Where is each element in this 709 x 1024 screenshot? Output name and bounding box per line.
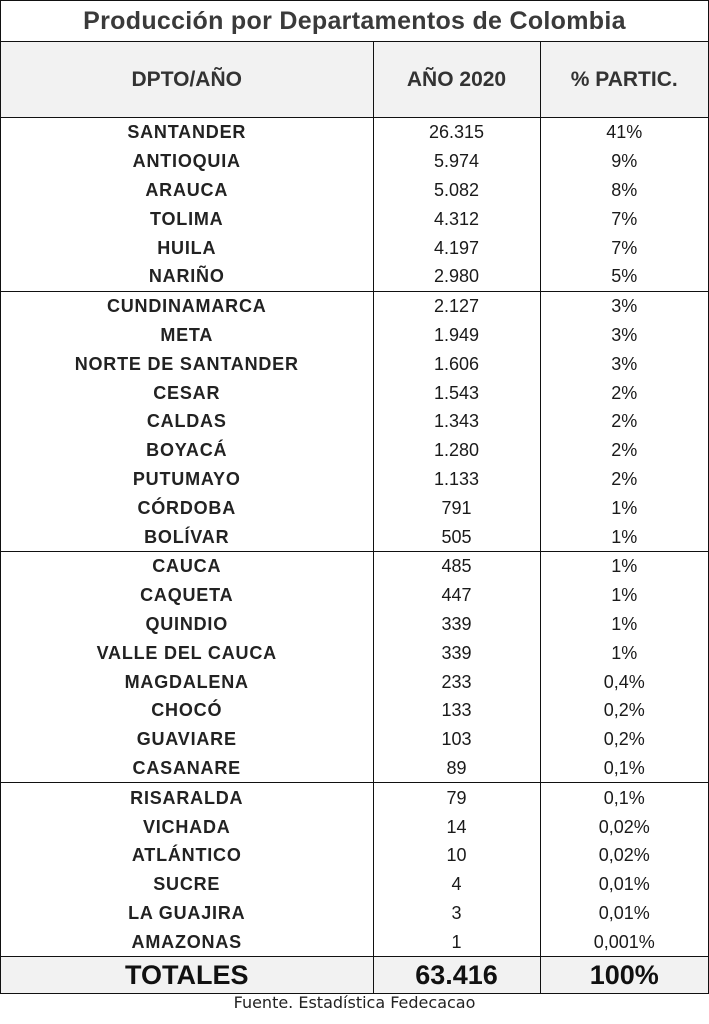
value-cell: 89 bbox=[373, 754, 540, 783]
dept-cell: CÓRDOBA bbox=[137, 497, 237, 518]
share-cell: 0,2% bbox=[540, 696, 708, 725]
dept-cell: ATLÁNTICO bbox=[131, 845, 242, 866]
dept-cell: QUINDIO bbox=[145, 613, 229, 634]
share-cell: 0,2% bbox=[540, 725, 708, 754]
table-row bbox=[1, 899, 708, 928]
totals-label: TOTALES bbox=[124, 959, 249, 990]
dept-cell: VALLE DEL CAUCA bbox=[96, 642, 277, 663]
dept-cell: AMAZONAS bbox=[131, 931, 242, 952]
dept-cell: VICHADA bbox=[142, 816, 231, 837]
table-row bbox=[1, 118, 708, 147]
dept-cell: CHOCÓ bbox=[151, 700, 223, 721]
dept-cell: ARAUCA bbox=[145, 179, 229, 200]
share-cell: 2% bbox=[540, 407, 708, 436]
value-cell: 2.127 bbox=[373, 291, 540, 320]
dept-cell: CALDAS bbox=[146, 411, 227, 432]
value-cell: 1.543 bbox=[373, 378, 540, 407]
dept-cell: CASANARE bbox=[132, 757, 241, 778]
table-row bbox=[1, 812, 708, 841]
value-cell: 2.980 bbox=[373, 262, 540, 291]
value-cell: 505 bbox=[373, 522, 540, 551]
share-cell: 1% bbox=[540, 610, 708, 639]
share-cell: 1% bbox=[540, 522, 708, 551]
share-cell: 2% bbox=[540, 436, 708, 465]
header-year: AÑO 2020 bbox=[373, 42, 540, 118]
value-cell: 1.343 bbox=[373, 407, 540, 436]
table-row bbox=[1, 493, 708, 522]
table-row bbox=[1, 725, 708, 754]
table-row bbox=[1, 465, 708, 494]
dept-cell: CESAR bbox=[153, 382, 221, 403]
dept-cell: BOYACÁ bbox=[146, 440, 228, 461]
value-cell: 5.082 bbox=[373, 176, 540, 205]
value-cell: 103 bbox=[373, 725, 540, 754]
share-cell: 1% bbox=[540, 551, 708, 580]
table-row bbox=[1, 147, 708, 176]
table-row bbox=[1, 754, 708, 783]
table-row bbox=[1, 204, 708, 233]
dept-cell: PUTUMAYO bbox=[132, 468, 241, 489]
value-cell: 1.280 bbox=[373, 436, 540, 465]
dept-cell: BOLÍVAR bbox=[144, 526, 230, 547]
value-cell: 4 bbox=[373, 870, 540, 899]
share-cell: 2% bbox=[540, 378, 708, 407]
dept-cell: GUAVIARE bbox=[136, 729, 237, 750]
share-cell: 0,02% bbox=[540, 812, 708, 841]
share-cell: 0,02% bbox=[540, 841, 708, 870]
dept-cell: SANTANDER bbox=[127, 122, 247, 143]
value-cell: 26.315 bbox=[373, 118, 540, 147]
share-cell: 3% bbox=[540, 291, 708, 320]
table-row bbox=[1, 349, 708, 378]
value-cell: 14 bbox=[373, 812, 540, 841]
value-cell: 447 bbox=[373, 581, 540, 610]
dept-cell: CAUCA bbox=[152, 556, 222, 577]
totals-value: 63.416 bbox=[373, 957, 540, 994]
table-row bbox=[1, 667, 708, 696]
share-cell: 1% bbox=[540, 638, 708, 667]
share-cell: 5% bbox=[540, 262, 708, 291]
header-dept: DPTO/AÑO bbox=[1, 42, 373, 118]
table-row bbox=[1, 696, 708, 725]
table-row bbox=[1, 378, 708, 407]
share-cell: 1% bbox=[540, 581, 708, 610]
table-row bbox=[1, 841, 708, 870]
table-row bbox=[1, 233, 708, 262]
share-cell: 0,4% bbox=[540, 667, 708, 696]
dept-cell: NORTE DE SANTANDER bbox=[74, 353, 299, 374]
totals-row bbox=[1, 957, 708, 994]
dept-cell: SUCRE bbox=[153, 874, 221, 895]
value-cell: 3 bbox=[373, 899, 540, 928]
table-row bbox=[1, 321, 708, 350]
header-share: % PARTIC. bbox=[540, 42, 708, 118]
share-cell: 2% bbox=[540, 465, 708, 494]
dept-cell: META bbox=[160, 324, 214, 345]
value-cell: 233 bbox=[373, 667, 540, 696]
share-cell: 41% bbox=[540, 118, 708, 147]
dept-cell: NARIÑO bbox=[148, 266, 225, 287]
value-cell: 4.312 bbox=[373, 204, 540, 233]
table-row bbox=[1, 522, 708, 551]
value-cell: 1.133 bbox=[373, 465, 540, 494]
table-row bbox=[1, 783, 708, 812]
source-note: Fuente. Estadística Fedecacao bbox=[233, 993, 476, 1012]
table-row bbox=[1, 407, 708, 436]
production-table bbox=[1, 42, 708, 993]
value-cell: 339 bbox=[373, 638, 540, 667]
table-row bbox=[1, 262, 708, 291]
share-cell: 1% bbox=[540, 493, 708, 522]
share-cell: 0,1% bbox=[540, 754, 708, 783]
dept-cell: MAGDALENA bbox=[124, 671, 249, 692]
dept-cell: ANTIOQUIA bbox=[132, 151, 241, 172]
dept-cell: TOLIMA bbox=[150, 208, 224, 229]
dept-cell: CAQUETA bbox=[140, 585, 234, 606]
header-row bbox=[1, 42, 708, 118]
share-cell: 0,01% bbox=[540, 899, 708, 928]
value-cell: 1 bbox=[373, 927, 540, 956]
share-cell: 7% bbox=[540, 233, 708, 262]
share-cell: 3% bbox=[540, 321, 708, 350]
totals-share: 100% bbox=[540, 957, 708, 994]
share-cell: 7% bbox=[540, 204, 708, 233]
share-cell: 0,01% bbox=[540, 870, 708, 899]
table-row bbox=[1, 291, 708, 320]
dept-cell: RISARALDA bbox=[130, 787, 244, 808]
dept-cell: HUILA bbox=[157, 237, 217, 258]
value-cell: 5.974 bbox=[373, 147, 540, 176]
table-row bbox=[1, 176, 708, 205]
table-title: Producción por Departamentos de Colombia bbox=[1, 1, 708, 42]
share-cell: 3% bbox=[540, 349, 708, 378]
value-cell: 79 bbox=[373, 783, 540, 812]
value-cell: 133 bbox=[373, 696, 540, 725]
value-cell: 791 bbox=[373, 493, 540, 522]
share-cell: 9% bbox=[540, 147, 708, 176]
value-cell: 10 bbox=[373, 841, 540, 870]
table-row bbox=[1, 610, 708, 639]
table-body bbox=[1, 118, 708, 957]
value-cell: 339 bbox=[373, 610, 540, 639]
value-cell: 4.197 bbox=[373, 233, 540, 262]
table-row bbox=[1, 870, 708, 899]
dept-cell: CUNDINAMARCA bbox=[106, 296, 267, 317]
table-row bbox=[1, 638, 708, 667]
share-cell: 0,1% bbox=[540, 783, 708, 812]
table-row bbox=[1, 927, 708, 956]
value-cell: 1.949 bbox=[373, 321, 540, 350]
share-cell: 0,001% bbox=[540, 927, 708, 956]
value-cell: 485 bbox=[373, 551, 540, 580]
value-cell: 1.606 bbox=[373, 349, 540, 378]
table-row bbox=[1, 581, 708, 610]
table-row bbox=[1, 551, 708, 580]
table-row bbox=[1, 436, 708, 465]
dept-cell: LA GUAJIRA bbox=[128, 902, 246, 923]
share-cell: 8% bbox=[540, 176, 708, 205]
